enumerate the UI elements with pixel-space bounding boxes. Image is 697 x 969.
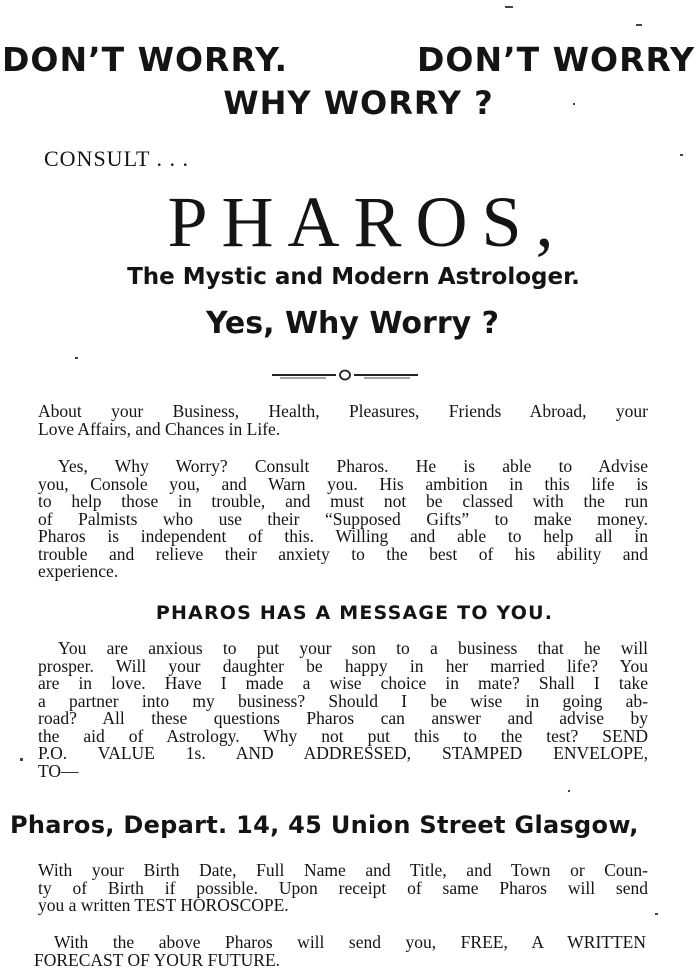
text-line: a partner into my business? Should I be wise in going ab- <box>38 690 648 711</box>
message-heading: PHAROS HAS A MESSAGE TO YOU. <box>155 602 554 624</box>
text-line: you, Console you, and Warn you. His ambition in this life is <box>38 473 648 494</box>
text-line: experience. <box>38 561 119 581</box>
paragraph-questions <box>38 640 648 780</box>
text-line: to help those in trouble, and must not be classed with the run <box>38 491 648 511</box>
paragraph-about <box>38 403 648 438</box>
text-line: With the above Pharos will send you, FREE, A WRITTEN <box>54 932 646 952</box>
print-speck <box>75 357 78 359</box>
subtitle: The Mystic and Modern Astrologer. <box>127 264 580 290</box>
paragraph-consult <box>38 458 648 581</box>
print-speck <box>568 790 570 792</box>
text-line: About your Business, Health, Pleasures, Friends Abroad, your <box>38 401 648 421</box>
print-speck <box>573 103 575 105</box>
text-line: You are anxious to put your son to a business that he will <box>58 638 648 658</box>
text-line: prosper. Will your daughter be happy in her married life? You <box>38 655 648 676</box>
text-line: TO— <box>38 760 79 781</box>
print-speck <box>20 758 23 761</box>
text-line: of Palmists who use their “Supposed Gifts” to make money. <box>38 508 648 529</box>
headline-row <box>0 40 697 84</box>
text-line: you a written TEST HOROSCOPE. <box>38 895 289 915</box>
print-speck <box>680 154 683 156</box>
text-line: Pharos is independent of this. Willing and able to help all in <box>38 526 648 546</box>
text-line: Yes, Why Worry? Consult Pharos. He is able to Advise <box>58 456 648 476</box>
print-speck <box>636 24 642 26</box>
headline-dont-worry-left: DON’T WORRY. <box>2 40 289 79</box>
paragraph-free-forecast <box>34 934 646 969</box>
print-speck <box>505 6 513 8</box>
pharos-title: PHAROS, <box>167 182 568 262</box>
paragraph-birth-details <box>38 862 648 915</box>
text-line: road? All these questions Pharos can answer and advise by <box>38 708 648 728</box>
text-line: ty of Birth if possible. Upon receipt of same Pharos will send <box>38 877 648 898</box>
address-line: Pharos, Depart. 14, 45 Union Street Glasgow, <box>10 811 639 839</box>
print-speck <box>655 913 658 915</box>
tagline: Yes, Why Worry ? <box>205 306 500 341</box>
text-line: With your Birth Date, Full Name and Title, and Town or Coun- <box>38 860 648 880</box>
text-line: the aid of Astrology. Why not put this to the test? SEND <box>38 725 648 746</box>
text-line: trouble and relieve their anxiety to the best of his ability and <box>38 543 648 564</box>
headline-dont-worry-right: DON’T WORRY <box>417 40 695 79</box>
headline-why-worry: WHY WORRY ? <box>223 84 494 122</box>
text-line: are in love. Have I made a wise choice in mate? Shall I take <box>38 673 648 693</box>
consult-label: CONSULT . . . <box>44 146 190 171</box>
text-line: FORECAST OF YOUR FUTURE. <box>34 949 281 969</box>
text-line: Love Affairs, and Chances in Life. <box>38 418 281 439</box>
ornament-divider-icon <box>270 366 420 382</box>
text-line: P.O. VALUE 1s. AND ADDRESSED, STAMPED ENVELOPE, <box>38 743 648 763</box>
